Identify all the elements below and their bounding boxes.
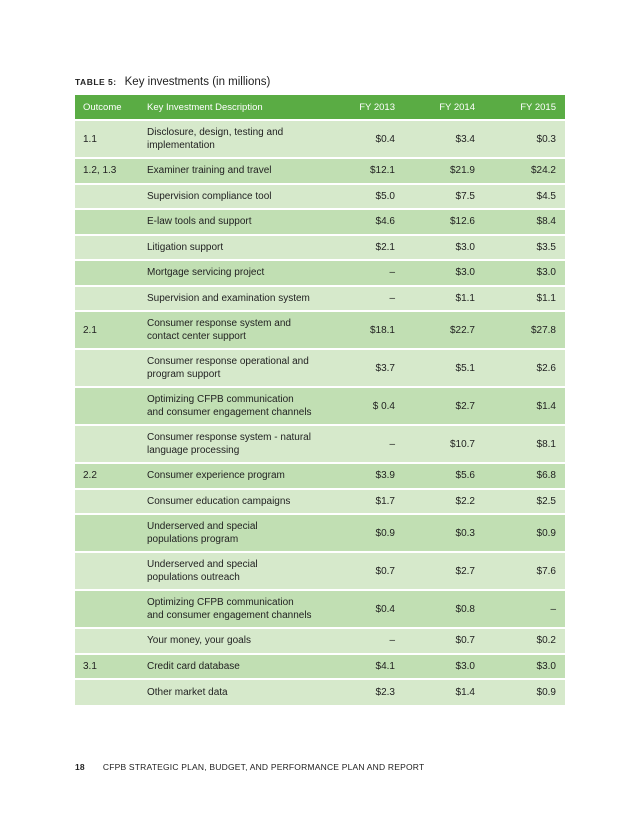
table-row: [75, 184, 565, 210]
page-number: 18: [75, 762, 85, 772]
description-line: populations outreach: [147, 572, 240, 583]
fy2013-cell: $0.9: [324, 514, 404, 552]
description-line: contact center support: [147, 331, 246, 342]
table-row: [75, 209, 565, 235]
fy2014-cell: $0.7: [404, 628, 484, 654]
fy2013-cell: $2.1: [324, 235, 404, 261]
outcome-cell: [75, 489, 139, 515]
fy2015-cell: $2.5: [484, 489, 565, 515]
fy2015-cell: $1.1: [484, 286, 565, 312]
fy2013-cell: $2.3: [324, 679, 404, 705]
description-line: Supervision compliance tool: [147, 190, 272, 202]
description-line: Consumer experience program: [147, 470, 285, 482]
outcome-cell: [75, 552, 139, 590]
fy2013-cell: $ 0.4: [324, 387, 404, 425]
header-fy2014: FY 2014: [404, 95, 484, 120]
description-line: implementation: [147, 140, 215, 151]
description-cell: [139, 260, 324, 286]
description-line: Consumer response system and: [147, 318, 291, 329]
fy2013-cell: –: [324, 425, 404, 463]
table-row: [75, 628, 565, 654]
outcome-cell: [75, 628, 139, 654]
table-row: [75, 514, 565, 552]
fy2013-cell: $4.6: [324, 209, 404, 235]
header-description: Key Investment Description: [139, 95, 324, 120]
table-row: [75, 158, 565, 184]
page-footer: [75, 762, 424, 772]
description-line: Consumer response operational and: [147, 356, 309, 367]
outcome-cell: 3.1: [75, 654, 139, 680]
header-fy2015: FY 2015: [484, 95, 565, 120]
fy2013-cell: $0.4: [324, 590, 404, 628]
table-row: [75, 387, 565, 425]
table-title: [75, 76, 270, 88]
description-line: Supervision and examination system: [147, 292, 310, 304]
description-line: Consumer education campaigns: [147, 495, 291, 507]
description-line: Optimizing CFPB communication: [147, 597, 294, 608]
description-cell: [139, 286, 324, 312]
description-cell: [139, 514, 324, 552]
description-line: E-law tools and support: [147, 216, 252, 228]
table-row: [75, 120, 565, 158]
header-outcome: Outcome: [75, 95, 139, 120]
fy2015-cell: $0.9: [484, 514, 565, 552]
fy2014-cell: $1.1: [404, 286, 484, 312]
outcome-cell: [75, 184, 139, 210]
fy2013-cell: –: [324, 260, 404, 286]
table-row: [75, 311, 565, 349]
fy2015-cell: $0.9: [484, 679, 565, 705]
description-line: Underserved and special: [147, 559, 258, 570]
fy2013-cell: $18.1: [324, 311, 404, 349]
table-row: [75, 235, 565, 261]
outcome-cell: [75, 679, 139, 705]
table-row: [75, 489, 565, 515]
description-cell: [139, 349, 324, 387]
fy2013-cell: $12.1: [324, 158, 404, 184]
description-cell: [139, 463, 324, 489]
fy2015-cell: $3.5: [484, 235, 565, 261]
description-cell: [139, 235, 324, 261]
table-row: [75, 349, 565, 387]
fy2015-cell: $8.4: [484, 209, 565, 235]
fy2015-cell: $0.2: [484, 628, 565, 654]
description-cell: [139, 654, 324, 680]
header-fy2013: FY 2013: [324, 95, 404, 120]
outcome-cell: [75, 235, 139, 261]
description-cell: [139, 120, 324, 158]
fy2014-cell: $3.0: [404, 260, 484, 286]
fy2015-cell: $0.3: [484, 120, 565, 158]
description-line: language processing: [147, 445, 240, 456]
description-line: populations program: [147, 534, 239, 545]
fy2013-cell: $4.1: [324, 654, 404, 680]
fy2014-cell: $7.5: [404, 184, 484, 210]
description-line: Optimizing CFPB communication: [147, 394, 294, 405]
outcome-cell: 1.1: [75, 120, 139, 158]
description-line: Credit card database: [147, 660, 240, 672]
fy2015-cell: $4.5: [484, 184, 565, 210]
fy2015-cell: $6.8: [484, 463, 565, 489]
description-cell: [139, 552, 324, 590]
description-cell: [139, 209, 324, 235]
fy2014-cell: $21.9: [404, 158, 484, 184]
outcome-cell: [75, 209, 139, 235]
fy2015-cell: $2.6: [484, 349, 565, 387]
table-header-row: [75, 95, 565, 120]
outcome-cell: [75, 425, 139, 463]
fy2014-cell: $0.8: [404, 590, 484, 628]
description-cell: [139, 311, 324, 349]
table-row: [75, 679, 565, 705]
table-row: [75, 463, 565, 489]
fy2013-cell: $3.7: [324, 349, 404, 387]
fy2013-cell: $3.9: [324, 463, 404, 489]
description-line: Consumer response system - natural: [147, 432, 311, 443]
fy2014-cell: $1.4: [404, 679, 484, 705]
fy2015-cell: $8.1: [484, 425, 565, 463]
fy2014-cell: $2.2: [404, 489, 484, 515]
description-line: Examiner training and travel: [147, 165, 272, 177]
outcome-cell: [75, 590, 139, 628]
fy2013-cell: –: [324, 286, 404, 312]
fy2014-cell: $3.0: [404, 235, 484, 261]
outcome-cell: [75, 349, 139, 387]
investments-table: [75, 95, 565, 705]
fy2015-cell: $27.8: [484, 311, 565, 349]
fy2013-cell: $1.7: [324, 489, 404, 515]
table-row: [75, 552, 565, 590]
description-line: Disclosure, design, testing and: [147, 127, 284, 138]
fy2015-cell: $3.0: [484, 260, 565, 286]
description-line: Mortgage servicing project: [147, 267, 265, 279]
fy2014-cell: $22.7: [404, 311, 484, 349]
fy2015-cell: $1.4: [484, 387, 565, 425]
fy2014-cell: $3.0: [404, 654, 484, 680]
fy2014-cell: $0.3: [404, 514, 484, 552]
fy2014-cell: $5.1: [404, 349, 484, 387]
description-line: and consumer engagement channels: [147, 610, 312, 621]
description-cell: [139, 489, 324, 515]
fy2013-cell: $0.4: [324, 120, 404, 158]
description-line: program support: [147, 369, 221, 380]
fy2015-cell: $3.0: [484, 654, 565, 680]
fy2014-cell: $12.6: [404, 209, 484, 235]
table-row: [75, 425, 565, 463]
description-cell: [139, 387, 324, 425]
fy2014-cell: $5.6: [404, 463, 484, 489]
outcome-cell: 2.2: [75, 463, 139, 489]
outcome-cell: [75, 387, 139, 425]
description-cell: [139, 628, 324, 654]
table-row: [75, 590, 565, 628]
description-line: Your money, your goals: [147, 635, 251, 647]
table-row: [75, 260, 565, 286]
outcome-cell: 1.2, 1.3: [75, 158, 139, 184]
description-line: Other market data: [147, 686, 228, 698]
fy2014-cell: $3.4: [404, 120, 484, 158]
table-row: [75, 286, 565, 312]
description-line: Underserved and special: [147, 521, 258, 532]
outcome-cell: 2.1: [75, 311, 139, 349]
description-line: Litigation support: [147, 241, 224, 253]
outcome-cell: [75, 260, 139, 286]
fy2015-cell: $24.2: [484, 158, 565, 184]
fy2014-cell: $10.7: [404, 425, 484, 463]
description-cell: [139, 184, 324, 210]
description-line: and consumer engagement channels: [147, 407, 312, 418]
fy2013-cell: –: [324, 628, 404, 654]
fy2014-cell: $2.7: [404, 552, 484, 590]
fy2014-cell: $2.7: [404, 387, 484, 425]
footer-text: CFPB STRATEGIC PLAN, BUDGET, AND PERFORMANCE PLAN AND REPORT: [102, 762, 425, 772]
table-caption: Key investments (in millions): [124, 76, 271, 88]
description-cell: [139, 425, 324, 463]
outcome-cell: [75, 286, 139, 312]
fy2013-cell: $0.7: [324, 552, 404, 590]
description-cell: [139, 679, 324, 705]
table-body: [75, 120, 565, 705]
fy2013-cell: $5.0: [324, 184, 404, 210]
fy2015-cell: $7.6: [484, 552, 565, 590]
fy2015-cell: –: [484, 590, 565, 628]
table-row: [75, 654, 565, 680]
description-cell: [139, 158, 324, 184]
table-label: TABLE 5:: [75, 77, 117, 87]
description-cell: [139, 590, 324, 628]
outcome-cell: [75, 514, 139, 552]
